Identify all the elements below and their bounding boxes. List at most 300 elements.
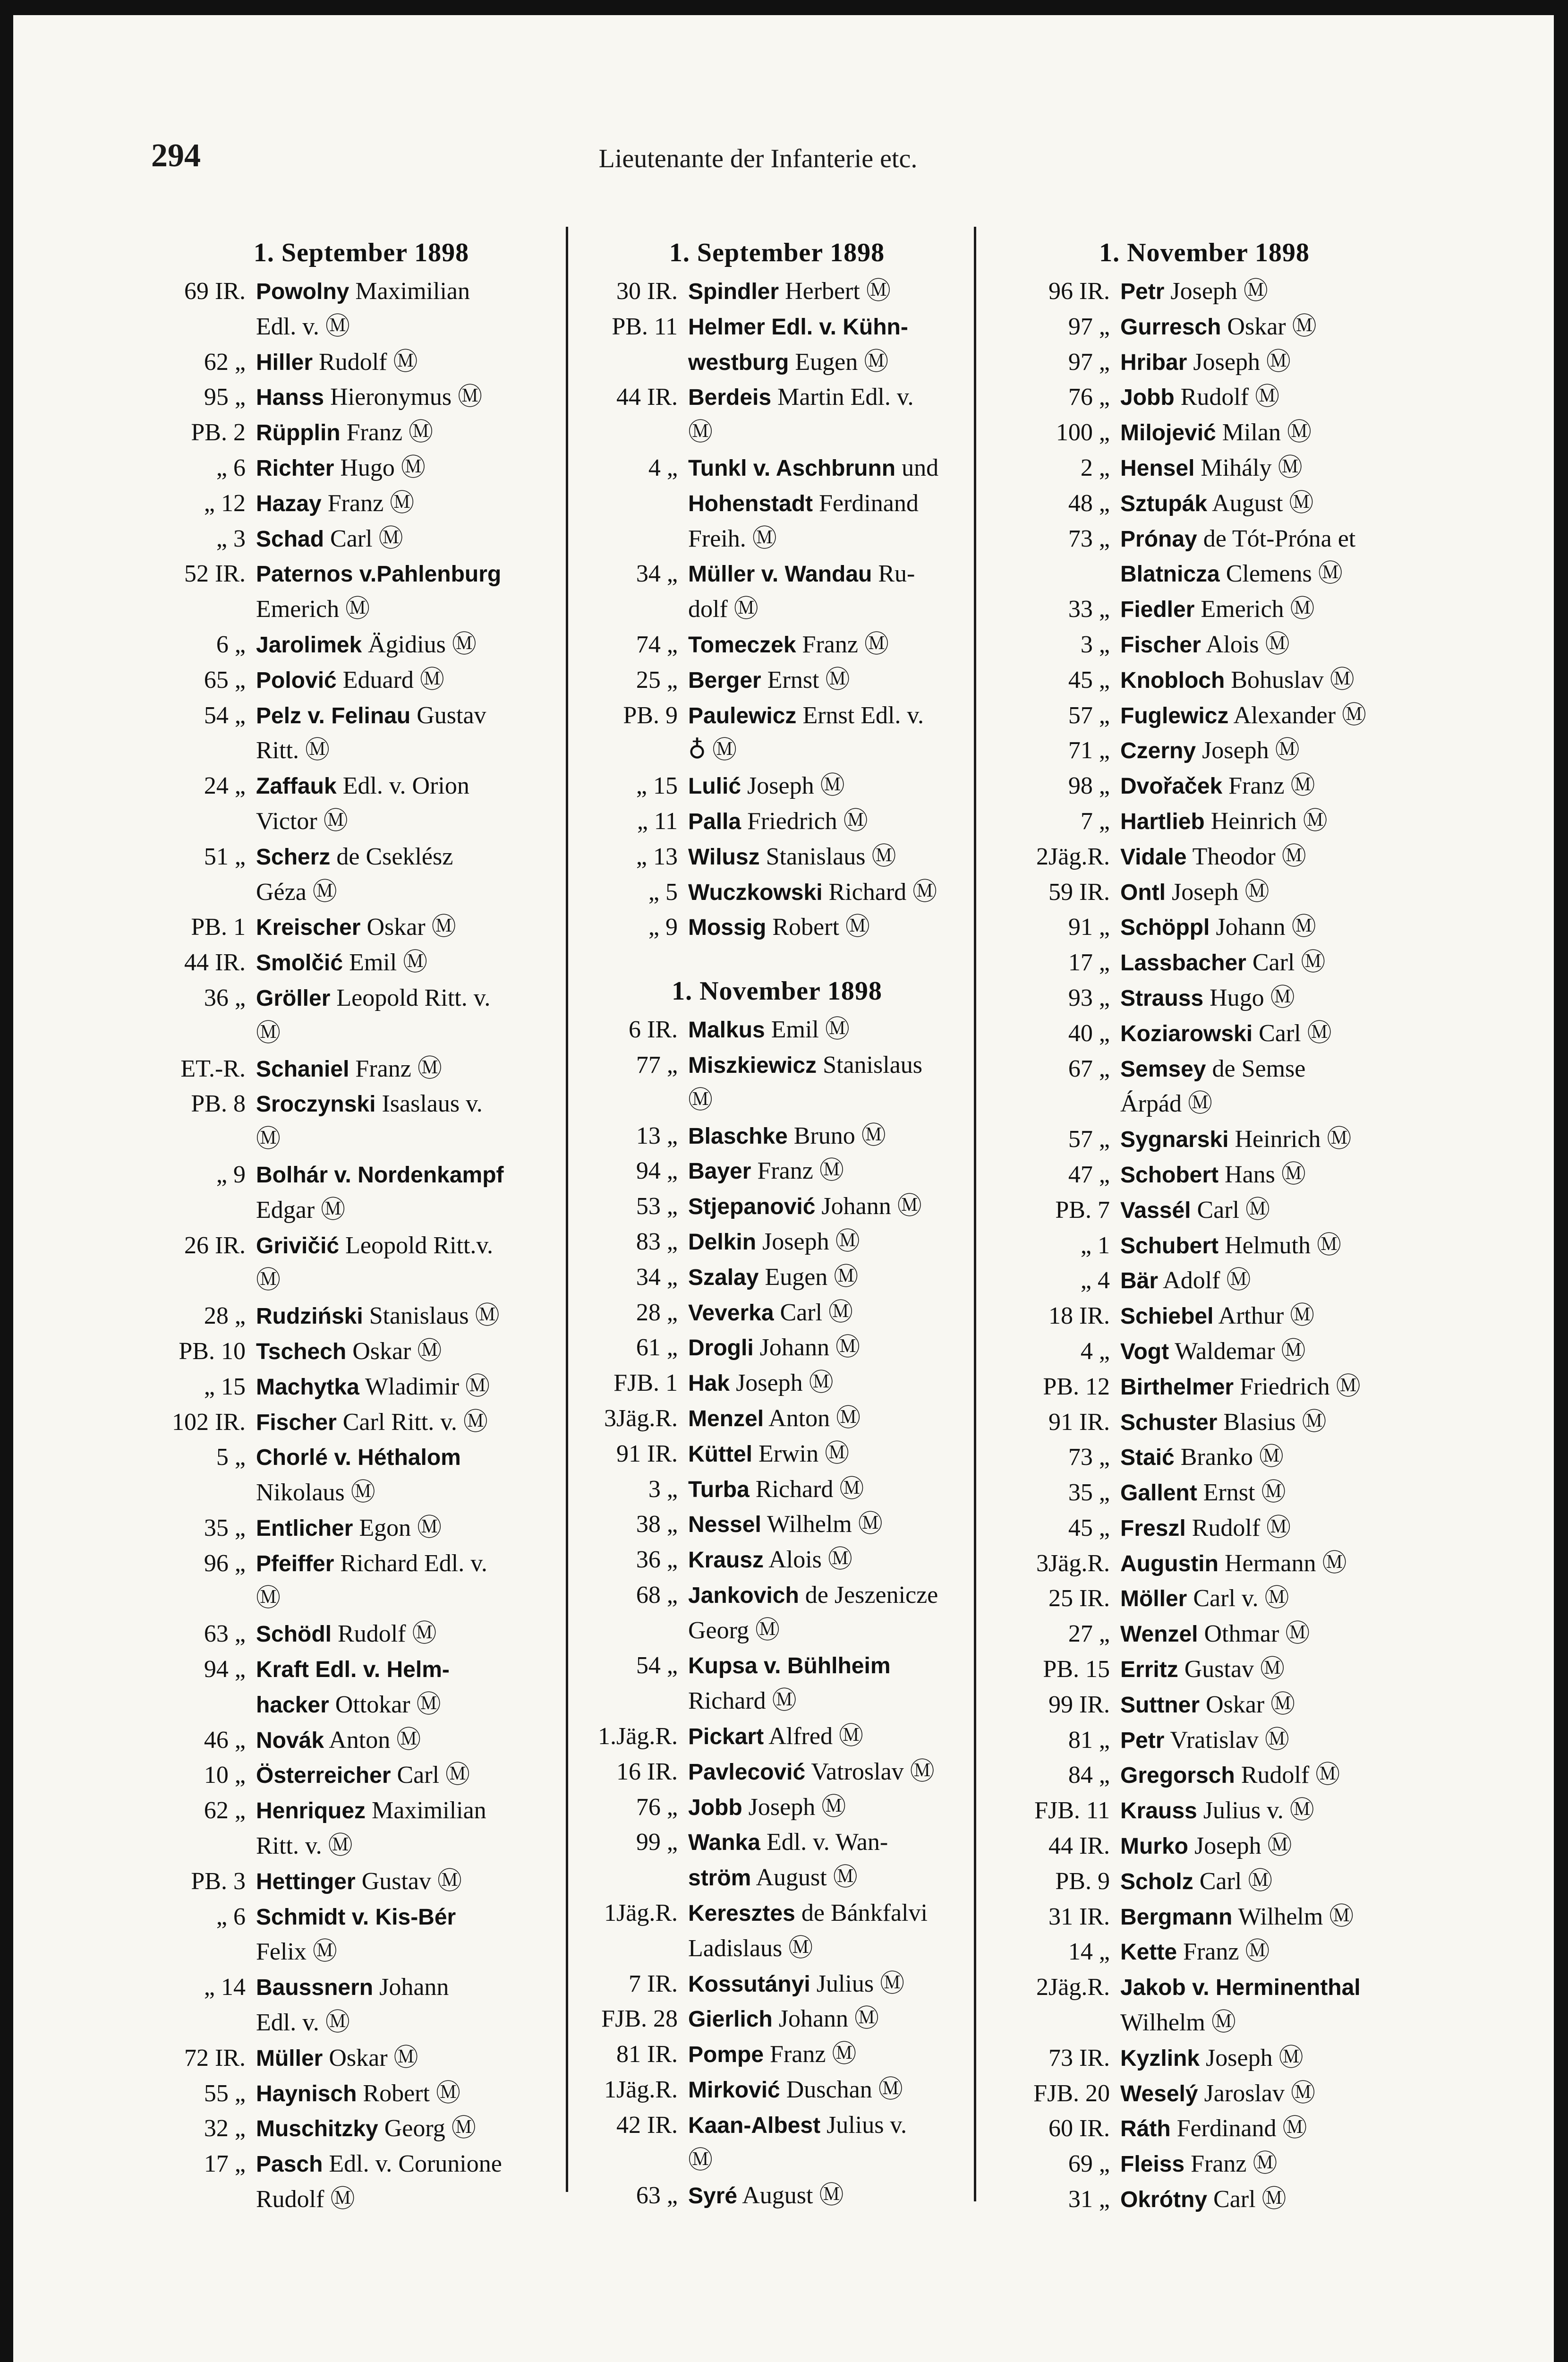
surname: Suttner xyxy=(1120,1692,1200,1718)
name-detail: Emil Ⓜ xyxy=(765,1016,850,1044)
unit-label xyxy=(571,733,678,769)
name-detail: Ⓜ xyxy=(688,419,713,446)
officer-entry xyxy=(156,1546,567,1582)
surname: Küttel xyxy=(688,1441,752,1467)
officer-entry-continuation xyxy=(156,1934,567,1970)
surname: Jankovich xyxy=(688,1583,799,1608)
officer-name xyxy=(246,1157,567,1193)
officer-entry-continuation xyxy=(156,1581,567,1617)
name-detail: Friedrich Ⓜ xyxy=(1234,1373,1361,1400)
officer-name xyxy=(246,1122,567,1157)
unit-label: 31 IR. xyxy=(1048,1903,1110,1930)
name-detail: Edl. v. Corunione xyxy=(323,2150,502,2178)
unit-label: PB. 3 xyxy=(191,1867,246,1895)
officer-entry xyxy=(571,1012,982,1048)
unit-label: 44 IR. xyxy=(616,384,678,411)
name-detail: Julius v. Ⓜ xyxy=(1197,1797,1314,1824)
name-detail: Heinrich Ⓜ xyxy=(1228,1126,1352,1153)
surname: Schobert xyxy=(1120,1162,1219,1188)
unit-label: 35 „ xyxy=(1068,1479,1110,1506)
name-detail: Clemens Ⓜ xyxy=(1219,560,1343,588)
unit-label: 26 IR. xyxy=(184,1232,246,1259)
officer-name xyxy=(246,2111,567,2147)
officer-entry xyxy=(156,1405,567,1440)
officer-entry xyxy=(156,1617,567,1652)
officer-entry xyxy=(997,1228,1412,1264)
officer-name xyxy=(678,839,982,875)
officer-name xyxy=(246,804,567,839)
surname: Pickart xyxy=(688,1724,764,1750)
unit-label: 98 „ xyxy=(1068,772,1110,800)
officer-entry xyxy=(571,663,982,698)
officer-name xyxy=(1110,627,1412,663)
officer-name xyxy=(1110,2076,1412,2112)
officer-entry-continuation xyxy=(571,522,982,557)
unit-label: 76 „ xyxy=(636,1793,678,1821)
unit-label xyxy=(156,1687,246,1723)
unit-label: 69 „ xyxy=(1068,2150,1110,2178)
officer-name xyxy=(678,1542,982,1578)
officer-entry xyxy=(571,1048,982,1083)
officer-entry-continuation xyxy=(997,2005,1412,2041)
officer-name xyxy=(246,2041,567,2076)
officer-name xyxy=(1110,663,1412,698)
officer-name xyxy=(246,1511,567,1546)
unit-label: 28 „ xyxy=(204,1302,246,1330)
officer-name xyxy=(246,1016,567,1052)
officer-entry xyxy=(571,1154,982,1189)
unit-label: „ 9 xyxy=(216,1161,246,1188)
unit-label: 25 „ xyxy=(636,666,678,693)
surname: Novák xyxy=(256,1728,324,1753)
unit-label: PB. 15 xyxy=(1043,1656,1110,1683)
name-detail: Rudolf Ⓜ xyxy=(1174,384,1280,411)
officer-name xyxy=(246,1687,567,1723)
officer-entry xyxy=(997,1652,1412,1687)
officer-name xyxy=(1110,1864,1412,1900)
surname: Baussnern xyxy=(256,1975,374,2001)
surname: Palla xyxy=(688,809,741,834)
officer-entry xyxy=(997,1475,1412,1511)
officer-entry xyxy=(571,274,982,309)
officer-entry-continuation xyxy=(156,733,567,769)
officer-name xyxy=(1110,1652,1412,1687)
surname: Tunkl v. Aschbrunn xyxy=(688,455,896,481)
unit-label: 72 IR. xyxy=(184,2044,246,2071)
surname: Fischer xyxy=(256,1410,337,1435)
surname: Stjepanović xyxy=(688,1194,816,1220)
unit-label: 4 „ xyxy=(1080,1337,1110,1365)
name-detail: August Ⓜ xyxy=(1207,489,1314,517)
officer-entry xyxy=(156,1758,567,1793)
unit-label: 47 „ xyxy=(1068,1161,1110,1188)
officer-name xyxy=(246,1299,567,1334)
officer-name xyxy=(246,1087,567,1122)
officer-name xyxy=(678,627,982,663)
officer-entry xyxy=(997,309,1412,345)
surname: Hartlieb xyxy=(1120,809,1205,834)
surname: Hribar xyxy=(1120,350,1187,375)
officer-entry xyxy=(571,1260,982,1295)
unit-label xyxy=(156,1016,246,1052)
officer-name xyxy=(678,698,982,734)
unit-label: „ 3 xyxy=(216,525,246,552)
unit-label xyxy=(997,2005,1110,2041)
officer-name xyxy=(1110,1511,1412,1546)
surname: Sztupák xyxy=(1120,491,1208,516)
surname: Wenzel xyxy=(1120,1622,1198,1647)
unit-label xyxy=(156,1829,246,1864)
unit-label: 3Jäg.R. xyxy=(604,1404,678,1432)
name-detail: Hugo Ⓜ xyxy=(334,454,426,481)
officer-entry xyxy=(997,981,1412,1016)
officer-entry-continuation xyxy=(571,1083,982,1119)
name-detail: Edgar Ⓜ xyxy=(256,1196,346,1224)
name-detail: Géza Ⓜ xyxy=(256,878,337,906)
officer-name xyxy=(678,769,982,804)
name-detail: Rudolf Ⓜ xyxy=(256,2186,355,2213)
officer-entry xyxy=(156,1157,567,1193)
officer-entry-continuation xyxy=(156,1829,567,1864)
unit-label: 61 „ xyxy=(636,1334,678,1361)
unit-label: 94 „ xyxy=(636,1157,678,1185)
unit-label: 24 „ xyxy=(204,772,246,800)
surname: Gurresch xyxy=(1120,314,1221,340)
officer-name xyxy=(246,556,567,592)
surname: Dvořaček xyxy=(1120,774,1223,799)
officer-entry xyxy=(571,556,982,592)
officer-name xyxy=(1110,1581,1412,1617)
unit-label: „ 12 xyxy=(204,489,246,517)
officer-entry xyxy=(571,1896,982,1931)
officer-entry xyxy=(571,910,982,945)
name-detail: Maximilian xyxy=(366,1797,486,1824)
surname: Murko xyxy=(1120,1834,1188,1859)
surname: Petr xyxy=(1120,1728,1165,1753)
officer-entry xyxy=(997,875,1412,910)
surname: Keresztes xyxy=(688,1901,795,1926)
name-detail: Joseph Ⓜ xyxy=(1165,878,1270,906)
officer-name xyxy=(678,1224,982,1260)
name-detail: Ernst Edl. v. xyxy=(796,702,924,729)
surname: hacker xyxy=(256,1692,329,1718)
officer-entry xyxy=(156,698,567,734)
officer-entry xyxy=(571,839,982,875)
unit-label: 17 „ xyxy=(204,2150,246,2178)
officer-entry xyxy=(156,486,567,522)
officer-entry xyxy=(156,2041,567,2076)
officer-name xyxy=(1110,1546,1412,1582)
officer-name xyxy=(678,415,982,451)
officer-name xyxy=(1110,1934,1412,1970)
officer-entry xyxy=(571,1790,982,1825)
unit-label: 102 IR. xyxy=(172,1408,246,1436)
surname: Augustin xyxy=(1120,1551,1219,1576)
name-detail: Georg Ⓜ xyxy=(688,1617,780,1644)
unit-label: „ 11 xyxy=(637,807,678,835)
officer-name xyxy=(246,1970,567,2005)
name-detail: Franz Ⓜ xyxy=(349,1055,442,1082)
unit-label: 40 „ xyxy=(1068,1019,1110,1047)
name-detail: Georg Ⓜ xyxy=(378,2115,476,2142)
unit-label: 7 IR. xyxy=(629,1970,678,1997)
officer-name xyxy=(1110,1016,1412,1052)
officer-entry xyxy=(156,1087,567,1122)
surname: Schmidt v. Kis-Bér xyxy=(256,1904,456,1930)
officer-name xyxy=(1110,1369,1412,1405)
officer-entry-continuation xyxy=(156,804,567,839)
unit-label: 57 „ xyxy=(1068,1126,1110,1153)
officer-name xyxy=(1110,1723,1412,1758)
officer-name xyxy=(1110,733,1412,769)
officer-name xyxy=(1110,875,1412,910)
officer-name xyxy=(678,2037,982,2072)
column-3 xyxy=(997,231,1412,2217)
unit-label: „ 14 xyxy=(204,1974,246,2001)
surname: Delkin xyxy=(688,1229,757,1255)
name-detail: Victor Ⓜ xyxy=(256,807,348,835)
officer-entry xyxy=(156,415,567,451)
officer-entry xyxy=(997,1193,1412,1228)
unit-label: 52 IR. xyxy=(184,560,246,588)
surname: Szalay xyxy=(688,1265,759,1290)
surname: Ráth xyxy=(1120,2116,1171,2142)
name-detail: Hugo Ⓜ xyxy=(1203,984,1295,1011)
surname: Schödl xyxy=(256,1622,332,1647)
officer-name xyxy=(246,1440,567,1475)
unit-label: 94 „ xyxy=(204,1656,246,1683)
unit-label: 73 „ xyxy=(1068,525,1110,552)
name-detail: Anton Ⓜ xyxy=(324,1726,421,1754)
officer-entry-continuation xyxy=(997,556,1412,592)
officer-name xyxy=(678,2178,982,2214)
officer-name xyxy=(1110,345,1412,380)
surname: Smolčić xyxy=(256,950,343,976)
officer-name xyxy=(246,1758,567,1793)
name-detail: Ⓜ xyxy=(256,1267,281,1294)
surname: Pfeiffer xyxy=(256,1551,334,1576)
name-detail: Joseph Ⓜ xyxy=(742,1793,846,1821)
unit-label: 59 IR. xyxy=(1048,878,1110,906)
unit-label: 54 „ xyxy=(636,1652,678,1679)
unit-label xyxy=(156,1263,246,1299)
officer-entry xyxy=(156,380,567,415)
name-detail: Ferdinand xyxy=(813,489,919,517)
unit-label: 30 IR. xyxy=(616,278,678,305)
unit-label: 48 „ xyxy=(1068,489,1110,517)
name-detail: Ägidius Ⓜ xyxy=(362,631,477,658)
unit-label: 73 „ xyxy=(1068,1444,1110,1471)
officer-entry xyxy=(571,2178,982,2214)
surname: Österreicher xyxy=(256,1763,391,1789)
officer-entry xyxy=(997,1263,1412,1299)
unit-label: 93 „ xyxy=(1068,984,1110,1011)
surname: Blatnicza xyxy=(1120,562,1220,587)
unit-label: FJB. 20 xyxy=(1033,2080,1110,2107)
officer-entry xyxy=(571,804,982,839)
officer-entry xyxy=(997,592,1412,627)
surname: Pavlecović xyxy=(688,1759,806,1785)
officer-name xyxy=(1110,2041,1412,2076)
name-detail: Waldemar Ⓜ xyxy=(1169,1337,1306,1365)
unit-label: 27 „ xyxy=(1068,1620,1110,1648)
officer-entry xyxy=(997,1052,1412,1087)
officer-name xyxy=(678,1648,982,1684)
officer-entry xyxy=(571,380,982,415)
surname: Gallent xyxy=(1120,1481,1197,1506)
unit-label: „ 6 xyxy=(216,1903,246,1930)
surname: Henriquez xyxy=(256,1798,366,1824)
surname: Rudziński xyxy=(256,1304,363,1329)
unit-label: 33 „ xyxy=(1068,596,1110,623)
name-detail: Julius v. xyxy=(820,2111,907,2139)
officer-entry xyxy=(571,1825,982,1860)
officer-entry-continuation xyxy=(156,1263,567,1299)
officer-entry xyxy=(997,627,1412,663)
name-detail: Nikolaus Ⓜ xyxy=(256,1479,375,1506)
surname: Bär xyxy=(1120,1268,1159,1294)
name-detail: Joseph Ⓜ xyxy=(741,772,845,800)
unit-label: „ 5 xyxy=(648,878,678,906)
section-date-heading: 1. November 1898 xyxy=(672,976,882,1006)
officer-name xyxy=(246,1052,567,1087)
officer-name xyxy=(678,1401,982,1437)
unit-label: 6 IR. xyxy=(629,1016,678,1044)
unit-label: 100 „ xyxy=(1056,419,1110,446)
officer-name xyxy=(1110,1475,1412,1511)
surname: Scholz xyxy=(1120,1869,1193,1894)
name-detail: de Semse xyxy=(1206,1055,1306,1082)
surname: Strauss xyxy=(1120,985,1204,1011)
surname: Polović xyxy=(256,668,337,693)
name-detail: Herbert Ⓜ xyxy=(779,278,891,305)
surname: Staić xyxy=(1120,1445,1175,1471)
officer-name xyxy=(246,345,567,380)
name-detail: Gustav xyxy=(410,702,486,729)
officer-entry xyxy=(997,1016,1412,1052)
unit-label: 34 „ xyxy=(636,1263,678,1291)
name-detail: Richard Ⓜ xyxy=(749,1475,864,1503)
unit-label: 99 „ xyxy=(636,1829,678,1856)
name-detail: Oskar Ⓜ xyxy=(360,914,456,941)
officer-name xyxy=(246,663,567,698)
officer-name xyxy=(1110,1829,1412,1864)
name-detail: Joseph Ⓜ xyxy=(1164,278,1268,305)
name-detail: ♁ Ⓜ xyxy=(688,737,737,764)
name-detail: Eugen Ⓜ xyxy=(789,348,889,376)
surname: Drogli xyxy=(688,1335,754,1361)
unit-label: 73 IR. xyxy=(1048,2044,1110,2071)
officer-entry xyxy=(156,556,567,592)
unit-label: 96 IR. xyxy=(1048,278,1110,305)
unit-label: „ 6 xyxy=(216,454,246,481)
officer-name xyxy=(678,309,982,345)
unit-label: 74 „ xyxy=(636,631,678,658)
officer-name xyxy=(246,945,567,981)
officer-name xyxy=(678,592,982,627)
officer-entry xyxy=(156,1723,567,1758)
surname: Jobb xyxy=(688,1795,742,1820)
unit-label xyxy=(571,592,678,627)
name-detail: Richard Ⓜ xyxy=(688,1687,797,1715)
officer-name xyxy=(1110,698,1412,734)
unit-label xyxy=(156,875,246,910)
name-detail: Gustav Ⓜ xyxy=(355,1867,462,1895)
officer-name xyxy=(246,875,567,910)
name-detail: Stanislaus Ⓜ xyxy=(363,1302,500,1330)
surname: Malkus xyxy=(688,1018,765,1043)
name-detail: Emil Ⓜ xyxy=(343,949,428,976)
surname: Fischer xyxy=(1120,632,1201,658)
surname: Miszkiewicz xyxy=(688,1053,817,1078)
unit-label: 25 IR. xyxy=(1048,1585,1110,1612)
name-detail: Edl. v. Ⓜ xyxy=(256,2009,350,2037)
unit-label xyxy=(571,415,678,451)
surname: Birthelmer xyxy=(1120,1374,1234,1400)
officer-name xyxy=(1110,1900,1412,1935)
unit-label: 91 IR. xyxy=(616,1440,678,1467)
officer-entry xyxy=(571,2037,982,2072)
officer-name xyxy=(246,769,567,804)
unit-label: PB. 8 xyxy=(191,1090,246,1118)
officer-name xyxy=(246,1900,567,1935)
name-detail: Ⓜ xyxy=(688,2147,713,2174)
name-detail: Ⓜ xyxy=(688,1087,713,1114)
officer-entry xyxy=(997,2182,1412,2217)
unit-label xyxy=(571,1860,678,1896)
unit-label: PB. 1 xyxy=(191,914,246,941)
name-detail: Eduard Ⓜ xyxy=(336,666,444,693)
officer-name xyxy=(1110,839,1412,875)
name-detail: Emerich Ⓜ xyxy=(256,596,370,623)
name-detail: Arthur Ⓜ xyxy=(1213,1302,1315,1330)
name-detail: Franz Ⓜ xyxy=(340,419,434,446)
officer-entry xyxy=(571,875,982,910)
name-detail: Alois Ⓜ xyxy=(764,1546,852,1574)
officer-entry-continuation xyxy=(571,1860,982,1896)
officer-entry xyxy=(156,769,567,804)
unit-label: „ 1 xyxy=(1080,1232,1110,1259)
officer-name xyxy=(678,1790,982,1825)
surname: Gierlich xyxy=(688,2007,773,2032)
surname: Krausz xyxy=(688,1548,764,1573)
officer-entry xyxy=(156,945,567,981)
name-detail: August Ⓜ xyxy=(737,2182,844,2209)
surname: Wuczkowski xyxy=(688,880,823,905)
surname: Semsey xyxy=(1120,1056,1206,1082)
officer-name xyxy=(1110,1299,1412,1334)
officer-name xyxy=(246,1263,567,1299)
officer-entry xyxy=(571,1366,982,1401)
unit-label: 95 „ xyxy=(204,384,246,411)
officer-entry xyxy=(997,769,1412,804)
name-detail: Franz Ⓜ xyxy=(1222,772,1315,800)
unit-label: 2Jäg.R. xyxy=(1036,843,1110,870)
unit-label: 96 „ xyxy=(204,1549,246,1577)
unit-label: 99 IR. xyxy=(1048,1691,1110,1718)
name-detail: Duschan Ⓜ xyxy=(780,2076,903,2104)
unit-label: 55 „ xyxy=(204,2080,246,2107)
officer-name xyxy=(246,522,567,557)
unit-label: 5 „ xyxy=(216,1444,246,1471)
unit-label: 18 IR. xyxy=(1048,1302,1110,1330)
surname: Muschitzky xyxy=(256,2116,378,2142)
name-detail: Ⓜ xyxy=(256,1019,281,1047)
officer-name xyxy=(678,2072,982,2108)
officer-entry xyxy=(997,1546,1412,1582)
surname: Petr xyxy=(1120,279,1165,304)
officer-entry-continuation xyxy=(156,1687,567,1723)
